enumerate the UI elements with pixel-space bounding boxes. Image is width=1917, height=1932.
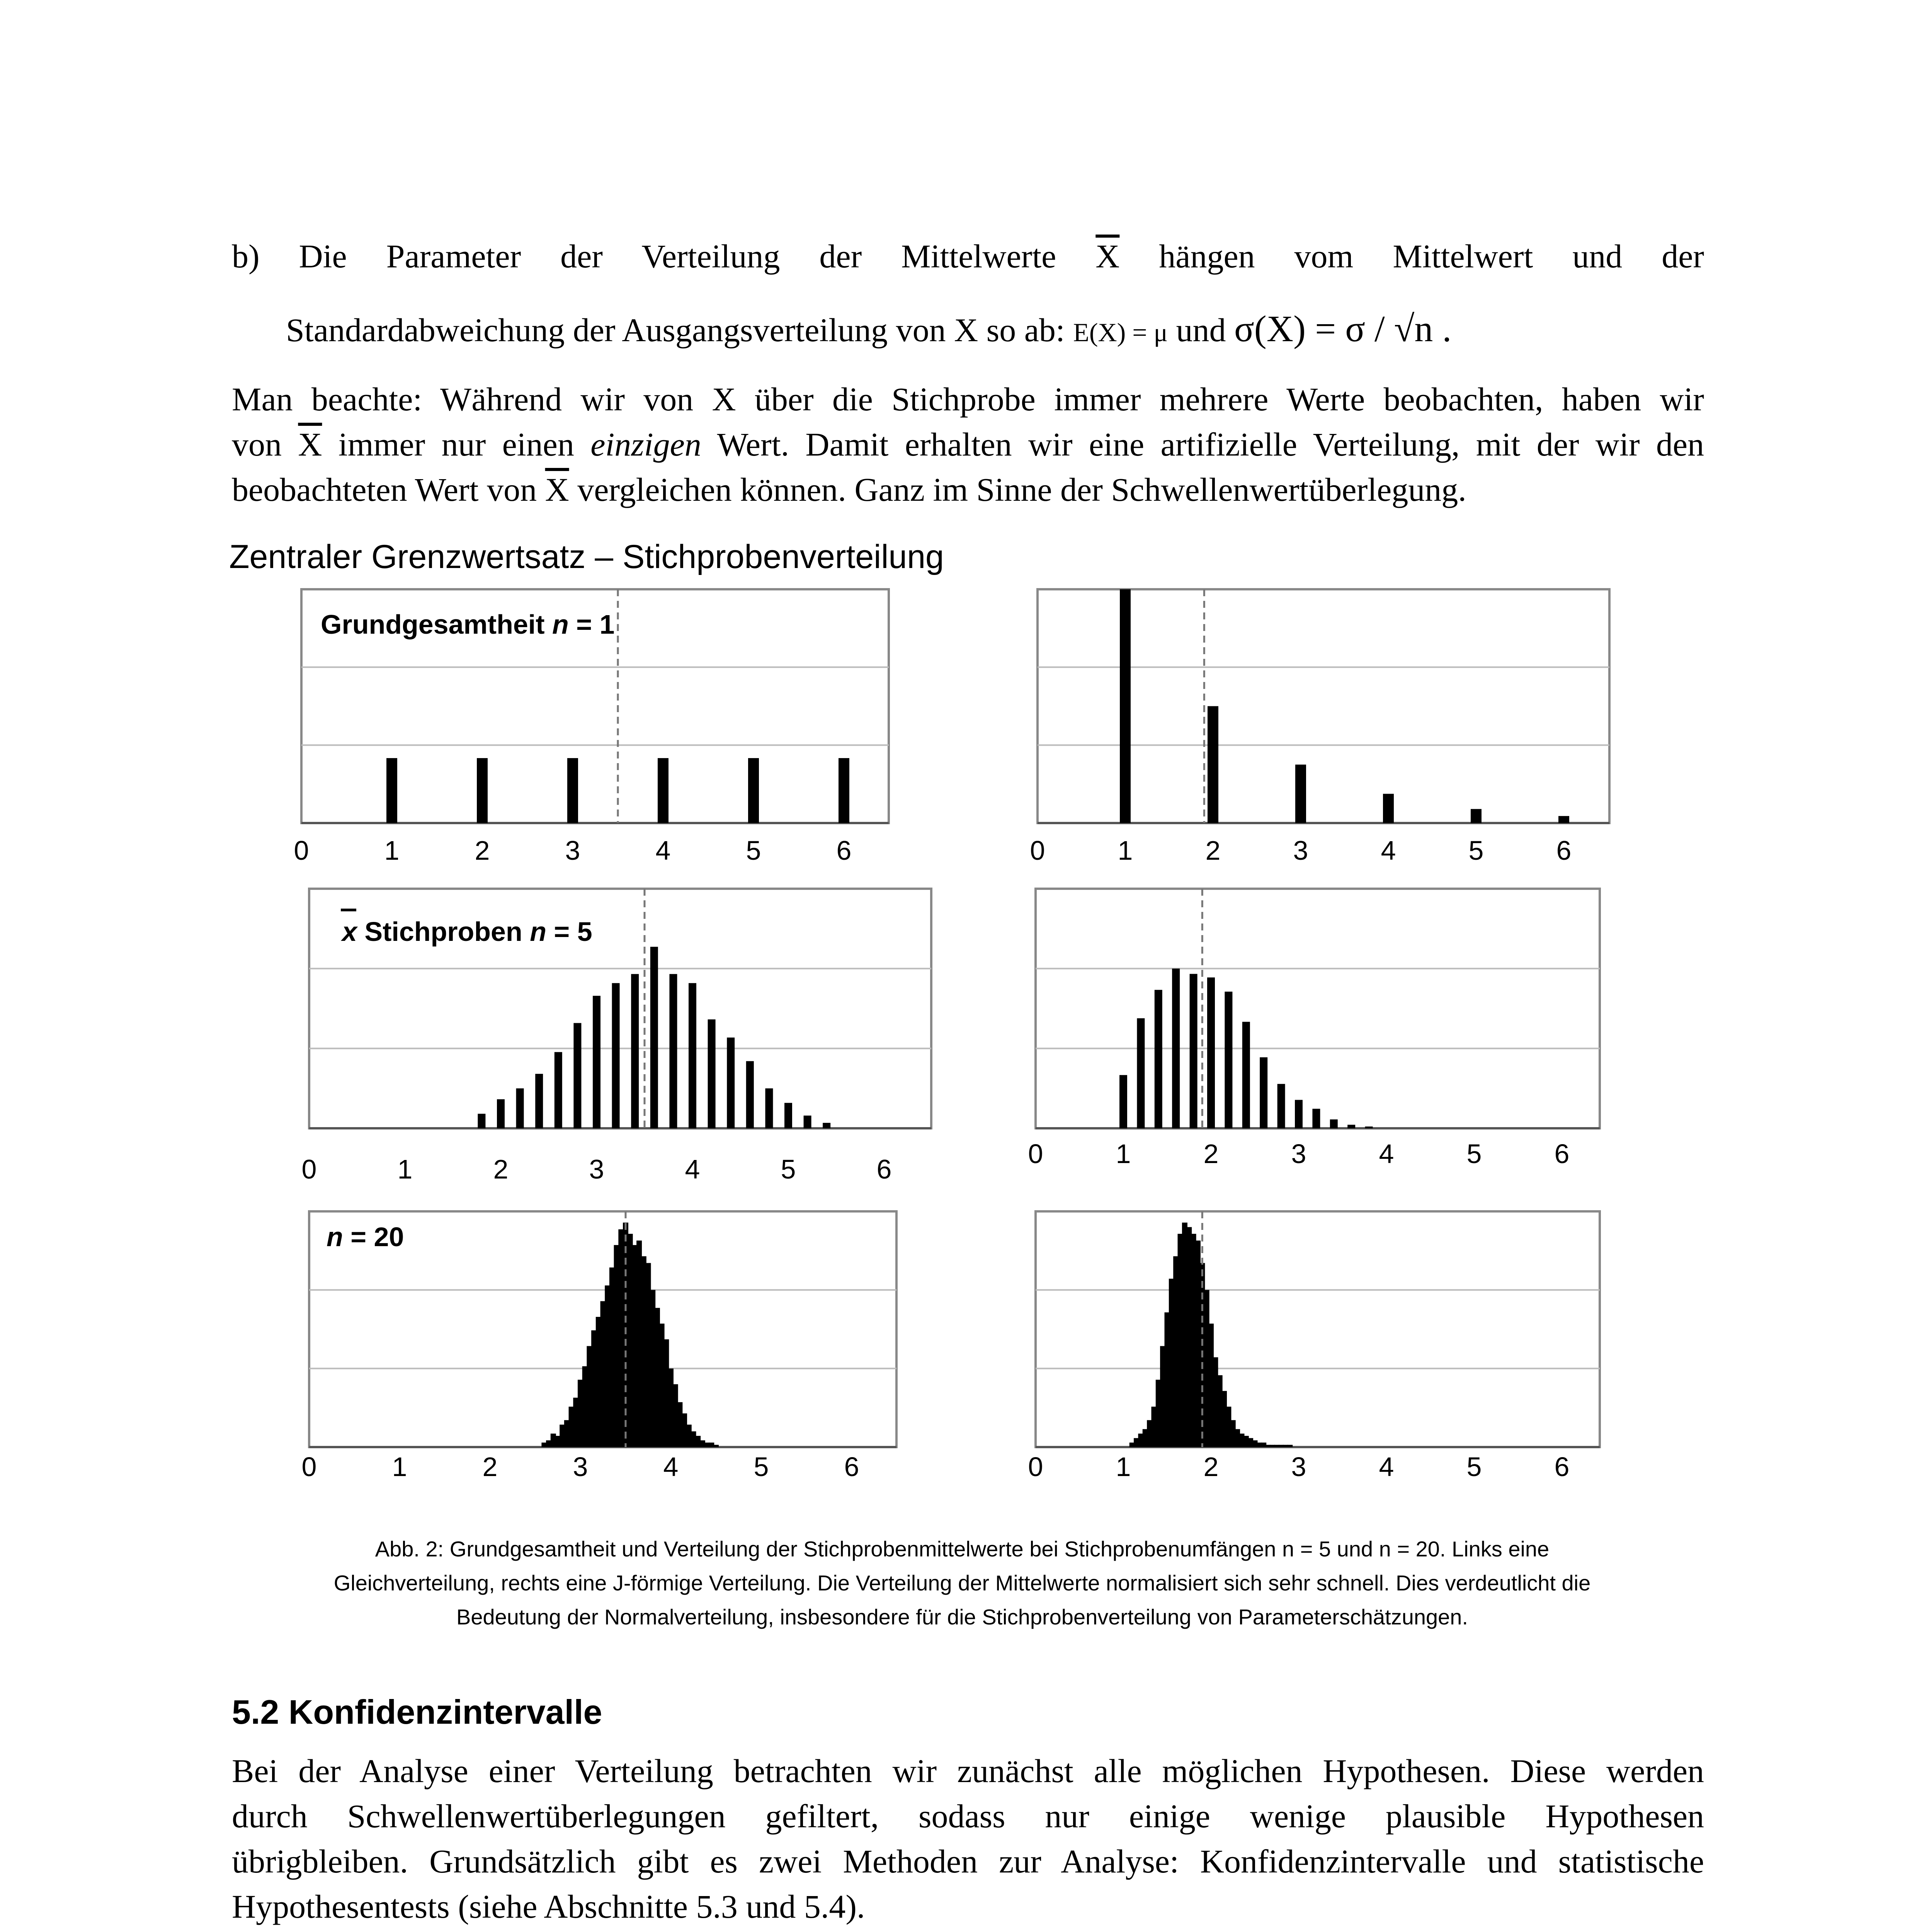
- histogram-bar: [535, 1074, 543, 1128]
- x-tick-label: 0: [301, 1154, 317, 1184]
- x-tick-label: 5: [1468, 835, 1484, 866]
- note-line-2: von $\overline{X}$ immer nur einen einzigen Wert. Damit erhalten wir eine artifizielle Verteilung, mit der wir den: [232, 426, 1704, 463]
- x-tick-label: 5: [746, 835, 761, 866]
- expectation-formula: E(X) = μ: [1073, 318, 1168, 347]
- x-tick-label: 5: [1466, 1139, 1482, 1169]
- x-tick-label: 3: [1291, 1139, 1306, 1169]
- caption-line-2: Gleichverteilung, rechts eine J-förmige Verteilung. Die Verteilung der Mittelwerte normalisiert sich sehr schnell. Dies verdeutlicht die: [333, 1571, 1591, 1595]
- histogram-bar: [1260, 1057, 1267, 1128]
- x-tick-label: 2: [1205, 835, 1221, 866]
- histogram-bar: [839, 758, 849, 823]
- histogram-bar: [650, 947, 658, 1128]
- histogram-bar: [593, 996, 600, 1128]
- histogram-bar: [573, 1023, 581, 1128]
- histogram-bar: [713, 1445, 719, 1447]
- histogram-bar: [1558, 816, 1569, 823]
- histogram-bar: [631, 974, 639, 1128]
- x-tick-label: 6: [1554, 1452, 1570, 1482]
- caption-line-3: Bedeutung der Normalverteilung, insbesondere für die Stichprobenverteilung von Parameterschätzungen.: [456, 1605, 1468, 1629]
- x-tick-label: 1: [397, 1154, 413, 1184]
- histogram-bar: [1471, 809, 1482, 823]
- x-tick-label: 6: [836, 835, 852, 866]
- x-tick-label: 2: [482, 1452, 498, 1482]
- x-tick-label: 6: [1554, 1139, 1570, 1169]
- section-paragraph-1: [232, 1748, 1704, 1929]
- histogram-bar: [727, 1037, 735, 1128]
- histogram-bar: [516, 1088, 524, 1128]
- histogram-bar: [478, 1114, 485, 1128]
- x-tick-label: 4: [685, 1154, 700, 1184]
- histogram-bar: [1383, 794, 1394, 823]
- x-tick-label: 2: [1203, 1139, 1219, 1169]
- sigma-formula: σ(X) = σ / √n .: [1234, 308, 1452, 349]
- panel-label-population: Grundgesamtheit n = 1: [321, 609, 615, 639]
- x-tick-label: 3: [565, 835, 580, 866]
- histogram-bar: [1120, 589, 1131, 823]
- x-tick-label: 4: [1379, 1139, 1394, 1169]
- x-tick-label: 1: [1116, 1139, 1131, 1169]
- histogram-bar: [497, 1099, 505, 1128]
- x-tick-label: 3: [1291, 1452, 1306, 1482]
- histogram-bar: [612, 983, 620, 1128]
- figure-title: Zentraler Grenzwertsatz – Stichprobenverteilung: [229, 538, 944, 575]
- part-b-line-1: b) Die Parameter der Verteilung der Mittelwerte $\overline{X}$ hängen vom Mittelwert und der: [232, 238, 1704, 275]
- note-line-1: Man beachte: Während wir von X über die Stichprobe immer mehrere Werte beobachten, haben wir: [232, 381, 1704, 418]
- histogram-bar: [1277, 1084, 1285, 1128]
- x-tick-label: 0: [301, 1452, 317, 1482]
- x-tick-label: 2: [493, 1154, 509, 1184]
- x-tick-label: 1: [1116, 1452, 1131, 1482]
- x-tick-label: 2: [1203, 1452, 1219, 1482]
- x-tick-label: 5: [1466, 1452, 1482, 1482]
- histogram-bar: [1330, 1119, 1338, 1128]
- x-tick-label: 4: [1381, 835, 1396, 866]
- histogram-bar: [658, 758, 668, 823]
- x-tick-label: 4: [663, 1452, 679, 1482]
- histogram-bar: [1347, 1125, 1355, 1128]
- histogram-bar: [1225, 992, 1232, 1128]
- x-tick-label: 0: [1030, 835, 1045, 866]
- x-tick-label: 4: [655, 835, 671, 866]
- x-tick-label: 4: [1379, 1452, 1394, 1482]
- histogram-bar: [804, 1116, 811, 1128]
- histogram-bar: [1295, 1100, 1303, 1128]
- histogram-bar: [567, 758, 578, 823]
- x-tick-label: 0: [294, 835, 309, 866]
- p1-line-1: Bei der Analyse einer Verteilung betrachten wir zunächst alle möglichen Hypothesen. Diese werden: [232, 1752, 1704, 1789]
- p1-line-4: Hypothesentests (siehe Abschnitte 5.3 und 5.4).: [232, 1888, 865, 1925]
- histogram-bar: [823, 1123, 830, 1128]
- histogram-bar: [784, 1103, 792, 1128]
- x-tick-label: 0: [1028, 1139, 1043, 1169]
- histogram-bar: [748, 758, 759, 823]
- panel-label-samples-5: x Stichproben n = 5: [342, 917, 592, 947]
- x-tick-label: 1: [392, 1452, 407, 1482]
- chart-frame: [1036, 1211, 1600, 1447]
- x-tick-label: 3: [573, 1452, 588, 1482]
- histogram-bar: [477, 758, 488, 823]
- x-tick-label: 5: [754, 1452, 769, 1482]
- histogram-bar: [746, 1061, 754, 1128]
- note-line-3: beobachteten Wert von $\overline{X}$ vergleichen können. Ganz im Sinne der Schwellenwertüberlegung.: [232, 471, 1466, 508]
- x-tick-label: 1: [384, 835, 400, 866]
- x-tick-label: 2: [475, 835, 490, 866]
- x-tick-label: 5: [781, 1154, 796, 1184]
- x-tick-label: 6: [876, 1154, 892, 1184]
- histogram-bar: [1190, 974, 1197, 1128]
- x-tick-label: 0: [1028, 1452, 1043, 1482]
- panel-label-samples-20: n = 20: [327, 1222, 404, 1252]
- histogram-bar: [1287, 1445, 1293, 1447]
- figure-caption: [247, 1532, 1677, 1634]
- histogram-bar: [386, 758, 397, 823]
- x-tick-label: 3: [589, 1154, 604, 1184]
- histogram-bar: [1365, 1126, 1373, 1128]
- x-tick-label: 1: [1118, 835, 1133, 866]
- histogram-bar: [1242, 1022, 1250, 1128]
- histogram-bar: [1208, 706, 1218, 823]
- histogram-bar: [555, 1052, 562, 1128]
- histogram-bar: [689, 983, 696, 1128]
- histogram-bar: [1155, 990, 1162, 1128]
- histogram-bar: [708, 1019, 716, 1128]
- section-heading: 5.2 Konfidenzintervalle: [232, 1693, 602, 1731]
- x-tick-label: 6: [1556, 835, 1572, 866]
- histogram-bar: [1312, 1109, 1320, 1128]
- histogram-bar: [1137, 1018, 1145, 1128]
- caption-line-1: Abb. 2: Grundgesamtheit und Verteilung der Stichprobenmittelwerte bei Stichprobenumfängen n = 5 und n = 20. Links eine: [375, 1537, 1550, 1561]
- p1-line-2: durch Schwellenwertüberlegungen gefiltert, sodass nur einige wenige plausible Hypothesen: [232, 1798, 1704, 1835]
- part-b-line-2: Standardabweichung der Ausgangsverteilung von X so ab: E(X) = μ und σ(X) = σ / √n .: [286, 308, 1452, 349]
- histogram-bar: [1119, 1075, 1127, 1128]
- histogram-bar: [1172, 969, 1180, 1128]
- histogram-bar: [669, 974, 677, 1128]
- histogram-bar: [765, 1088, 773, 1128]
- histogram-bar: [1207, 978, 1215, 1128]
- histogram-bar: [1295, 765, 1306, 823]
- x-tick-label: 3: [1293, 835, 1308, 866]
- x-tick-label: 6: [844, 1452, 859, 1482]
- p1-line-3: übrigbleiben. Grundsätzlich gibt es zwei Methoden zur Analyse: Konfidenzintervalle und statistische: [232, 1843, 1704, 1880]
